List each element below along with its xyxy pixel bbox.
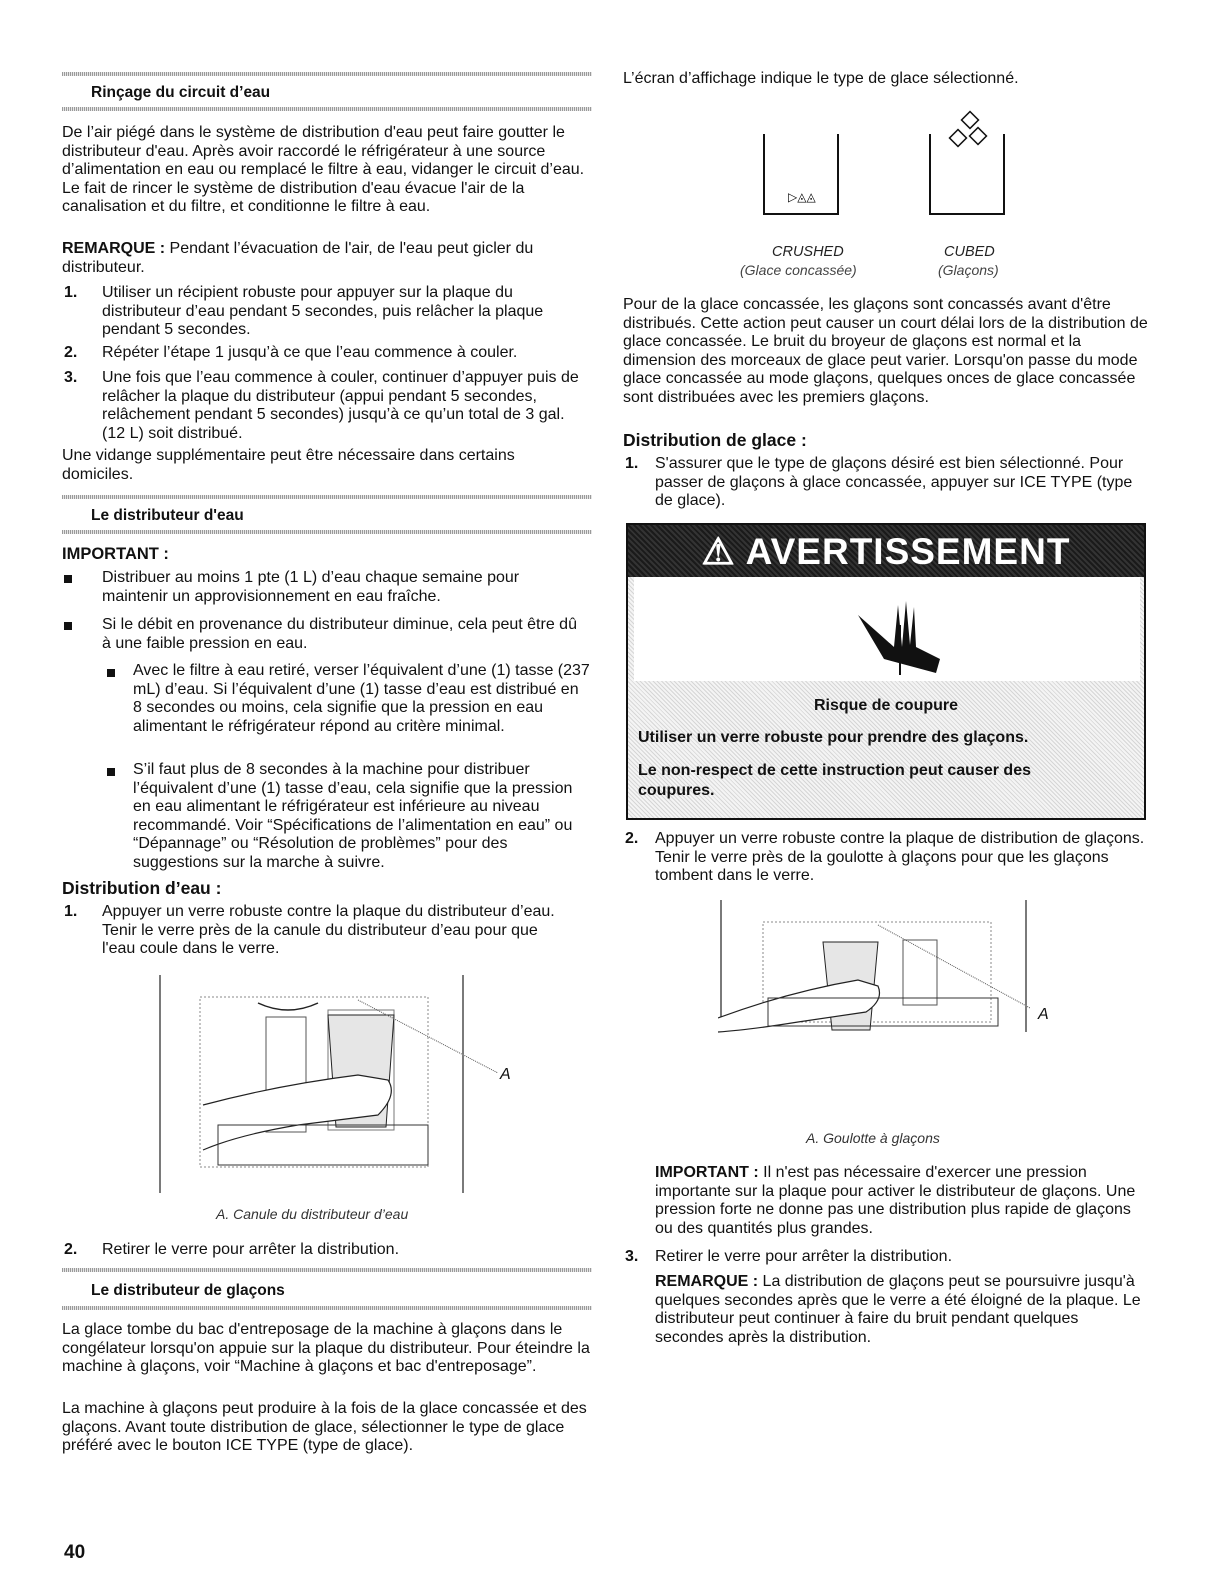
warning-risk: Risque de coupure xyxy=(813,697,959,714)
step-number: 2. xyxy=(625,830,639,847)
bullet-item: Distribuer au moins 1 pte (1 L) d’eau chaque semaine pour maintenir un approvisionnement en eau fraîche. xyxy=(102,569,520,605)
section-title-water: Le distributeur d'eau xyxy=(91,507,244,524)
important-label: IMPORTANT : xyxy=(62,545,169,563)
bullet-item: Si le débit en provenance du distributeur diminue, cela peut être dû à une faible pression en eau. xyxy=(102,616,577,652)
rinsing-step: Répéter l’étape 1 jusqu’à ce que l’eau commence à couler. xyxy=(102,344,518,361)
water-dispenser-illustration xyxy=(158,975,518,1195)
warning-line-1: Utiliser un verre robuste pour prendre des glaçons. xyxy=(638,729,1029,746)
step-number: 3. xyxy=(64,369,78,386)
section-title-ice: Le distributeur de glaçons xyxy=(91,1282,285,1299)
water-step-2: Retirer le verre pour arrêter la distribution. xyxy=(102,1241,400,1258)
ice-step-3: Retirer le verre pour arrêter la distribution. xyxy=(655,1248,953,1265)
step-number: 2. xyxy=(64,344,78,361)
warning-header xyxy=(628,525,1144,577)
warning-icon-area xyxy=(634,577,1140,681)
step-number: 3. xyxy=(625,1248,639,1265)
crushed-label: CRUSHED xyxy=(772,244,844,260)
ice-important-note: IMPORTANT : Il n'est pas nécessaire d'exercer une pression importante sur la plaque pour activer le distributeur de glaçons. Une pression forte ne donne pas une distribution plus rapide de glaçons ou des quantités plus grandes. xyxy=(655,1164,1136,1237)
bullet-square xyxy=(64,575,72,583)
crushed-ice-display-icon xyxy=(758,108,848,226)
sub-bullet-square xyxy=(107,768,115,776)
cubed-fr-label: (Glaçons) xyxy=(938,262,999,278)
warning-title: AVERTISSEMENT xyxy=(745,531,1071,572)
section-band xyxy=(62,72,592,76)
ice-paragraph-1: La glace tombe du bac d'entreposage de la machine à glaçons dans le congélateur lorsqu'on appuie sur la plaque du distributeur. Pour éteindre la machine à glaçons, voir “Machine à glaçons et bac d'entreposage”. xyxy=(62,1321,590,1376)
cubed-label: CUBED xyxy=(944,244,995,260)
ice-step-1: S'assurer que le type de glaçons désiré est bien sélectionné. Pour passer de glaçons à glace concassée, appuyer sur ICE TYPE (type de glace). xyxy=(655,455,1133,510)
section-band xyxy=(62,1306,592,1310)
display-intro: L’écran d’affichage indique le type de glace sélectionné. xyxy=(623,70,1019,87)
water-dispense-heading: Distribution d’eau : xyxy=(62,878,222,898)
figure-caption: A. Goulotte à glaçons xyxy=(806,1130,940,1146)
section-band xyxy=(62,107,592,111)
water-step-1: Appuyer un verre robuste contre la plaque du distributeur d’eau. Tenir le verre près de la canule du distributeur d’eau pour que l'eau coule dans le verre. xyxy=(102,903,555,958)
figure-caption: A. Canule du distributeur d’eau xyxy=(216,1206,409,1222)
cubed-ice-display-icon xyxy=(920,108,1012,226)
figure-callout-letter: A xyxy=(500,1066,511,1083)
warning-box xyxy=(626,523,1146,820)
step-number: 2. xyxy=(64,1241,78,1258)
rinsing-step: Utiliser un récipient robuste pour appuyer sur la plaque du distributeur d’eau pendant 5 secondes, puis relâcher la plaque pendant 5 secondes. xyxy=(102,284,544,339)
figure-callout-letter: A xyxy=(1038,1006,1049,1023)
section-band xyxy=(62,530,592,534)
ice-paragraph-2: La machine à glaçons peut produire à la fois de la glace concassée et des glaçons. Avant toute distribution de glace, sélectionner le type de glace préféré avec le bouton ICE TYPE (type de glace). xyxy=(62,1400,587,1455)
step-number: 1. xyxy=(64,284,78,301)
section-title-rinsing: Rinçage du circuit d’eau xyxy=(91,84,271,101)
svg-text:▷◬◬: ▷◬◬ xyxy=(788,190,816,204)
extra-drain-note: Une vidange supplémentaire peut être nécessaire dans certains domiciles. xyxy=(62,447,515,483)
ice-step-2: Appuyer un verre robuste contre la plaque de distribution de glaçons. Tenir le verre près de la goulotte à glaçons pour que les glaçons tombent dans le verre. xyxy=(655,830,1145,885)
sub-bullet-square xyxy=(107,669,115,677)
warning-line-2: Le non-respect de cette instruction peut causer des coupures. xyxy=(638,762,1031,799)
rinsing-intro: De l’air piégé dans le système de distribution d'eau peut faire goutter le distributeur d'eau. Après avoir raccordé le réfrigérateur à une source d’alimentation en eau ou remplacé le filtre à eau, vidanger le circuit d’eau. Le fait de rincer le système de distribution d'eau évacue l'air de la canalisation et du filtre, et conditionne le filtre à eau. xyxy=(62,124,585,216)
ice-remark: REMARQUE : La distribution de glaçons peut se poursuivre jusqu'à quelques secondes après que le verre a été éloigné de la plaque. Le distributeur peut continuer à faire du bruit pendant quelques secondes après la distribution. xyxy=(655,1273,1141,1346)
sub-bullet-item: S’il faut plus de 8 secondes à la machine pour distribuer l’équivalent d’une (1) tasse d’eau, cela signifie que la pression en eau alimentant le réfrigérateur est inférieure au niveau recommandé. Voir “Spécifications de l’alimentation en eau” ou “Dépannage” ou “Résolution de problèmes” pour des suggestions sur la marche à suivre. xyxy=(133,761,573,871)
ice-dispense-heading: Distribution de glace : xyxy=(623,430,807,450)
section-band xyxy=(62,495,592,499)
crushed-fr-label: (Glace concassée) xyxy=(740,262,857,278)
crushed-paragraph: Pour de la glace concassée, les glaçons sont concassés avant d'être distribués. Cette action peut causer un court délai lors de la distribution de glace concassée. Le bruit du broyeur de glaçons est normal et la dimension des morceaux de glace peut varier. Lorsqu'on passe du mode glace concassée au mode glaçons, quelques onces de glace concassée sont distribuées avec les premiers glaçons. xyxy=(623,296,1148,406)
step-number: 1. xyxy=(64,903,78,920)
rinsing-remark: REMARQUE : Pendant l’évacuation de l'air, de l'eau peut gicler du distributeur. xyxy=(62,240,534,276)
bullet-square xyxy=(64,622,72,630)
cut-hazard-icon xyxy=(844,585,954,675)
rinsing-step: Une fois que l’eau commence à couler, continuer d’appuyer puis de relâcher la plaque du distributeur (appui pendant 5 secondes, relâchement pendant 5 secondes) jusqu’à ce qu’un total de 3 gal. (12 L) soit distribué. xyxy=(102,369,579,442)
page-number: 40 xyxy=(64,1542,86,1563)
step-number: 1. xyxy=(625,455,639,472)
section-band xyxy=(62,1268,592,1272)
sub-bullet-item: Avec le filtre à eau retiré, verser l’équivalent d’une (1) tasse (237 mL) d’eau. Si l’équivalent d’une (1) tasse d’eau est distribué en 8 secondes ou moins, cela signifie que la pression en eau alimentant le réfrigérateur répond au critère minimal. xyxy=(133,662,590,735)
ice-dispenser-illustration xyxy=(718,900,1038,1035)
warning-triangle-icon: ⚠ xyxy=(701,531,736,572)
